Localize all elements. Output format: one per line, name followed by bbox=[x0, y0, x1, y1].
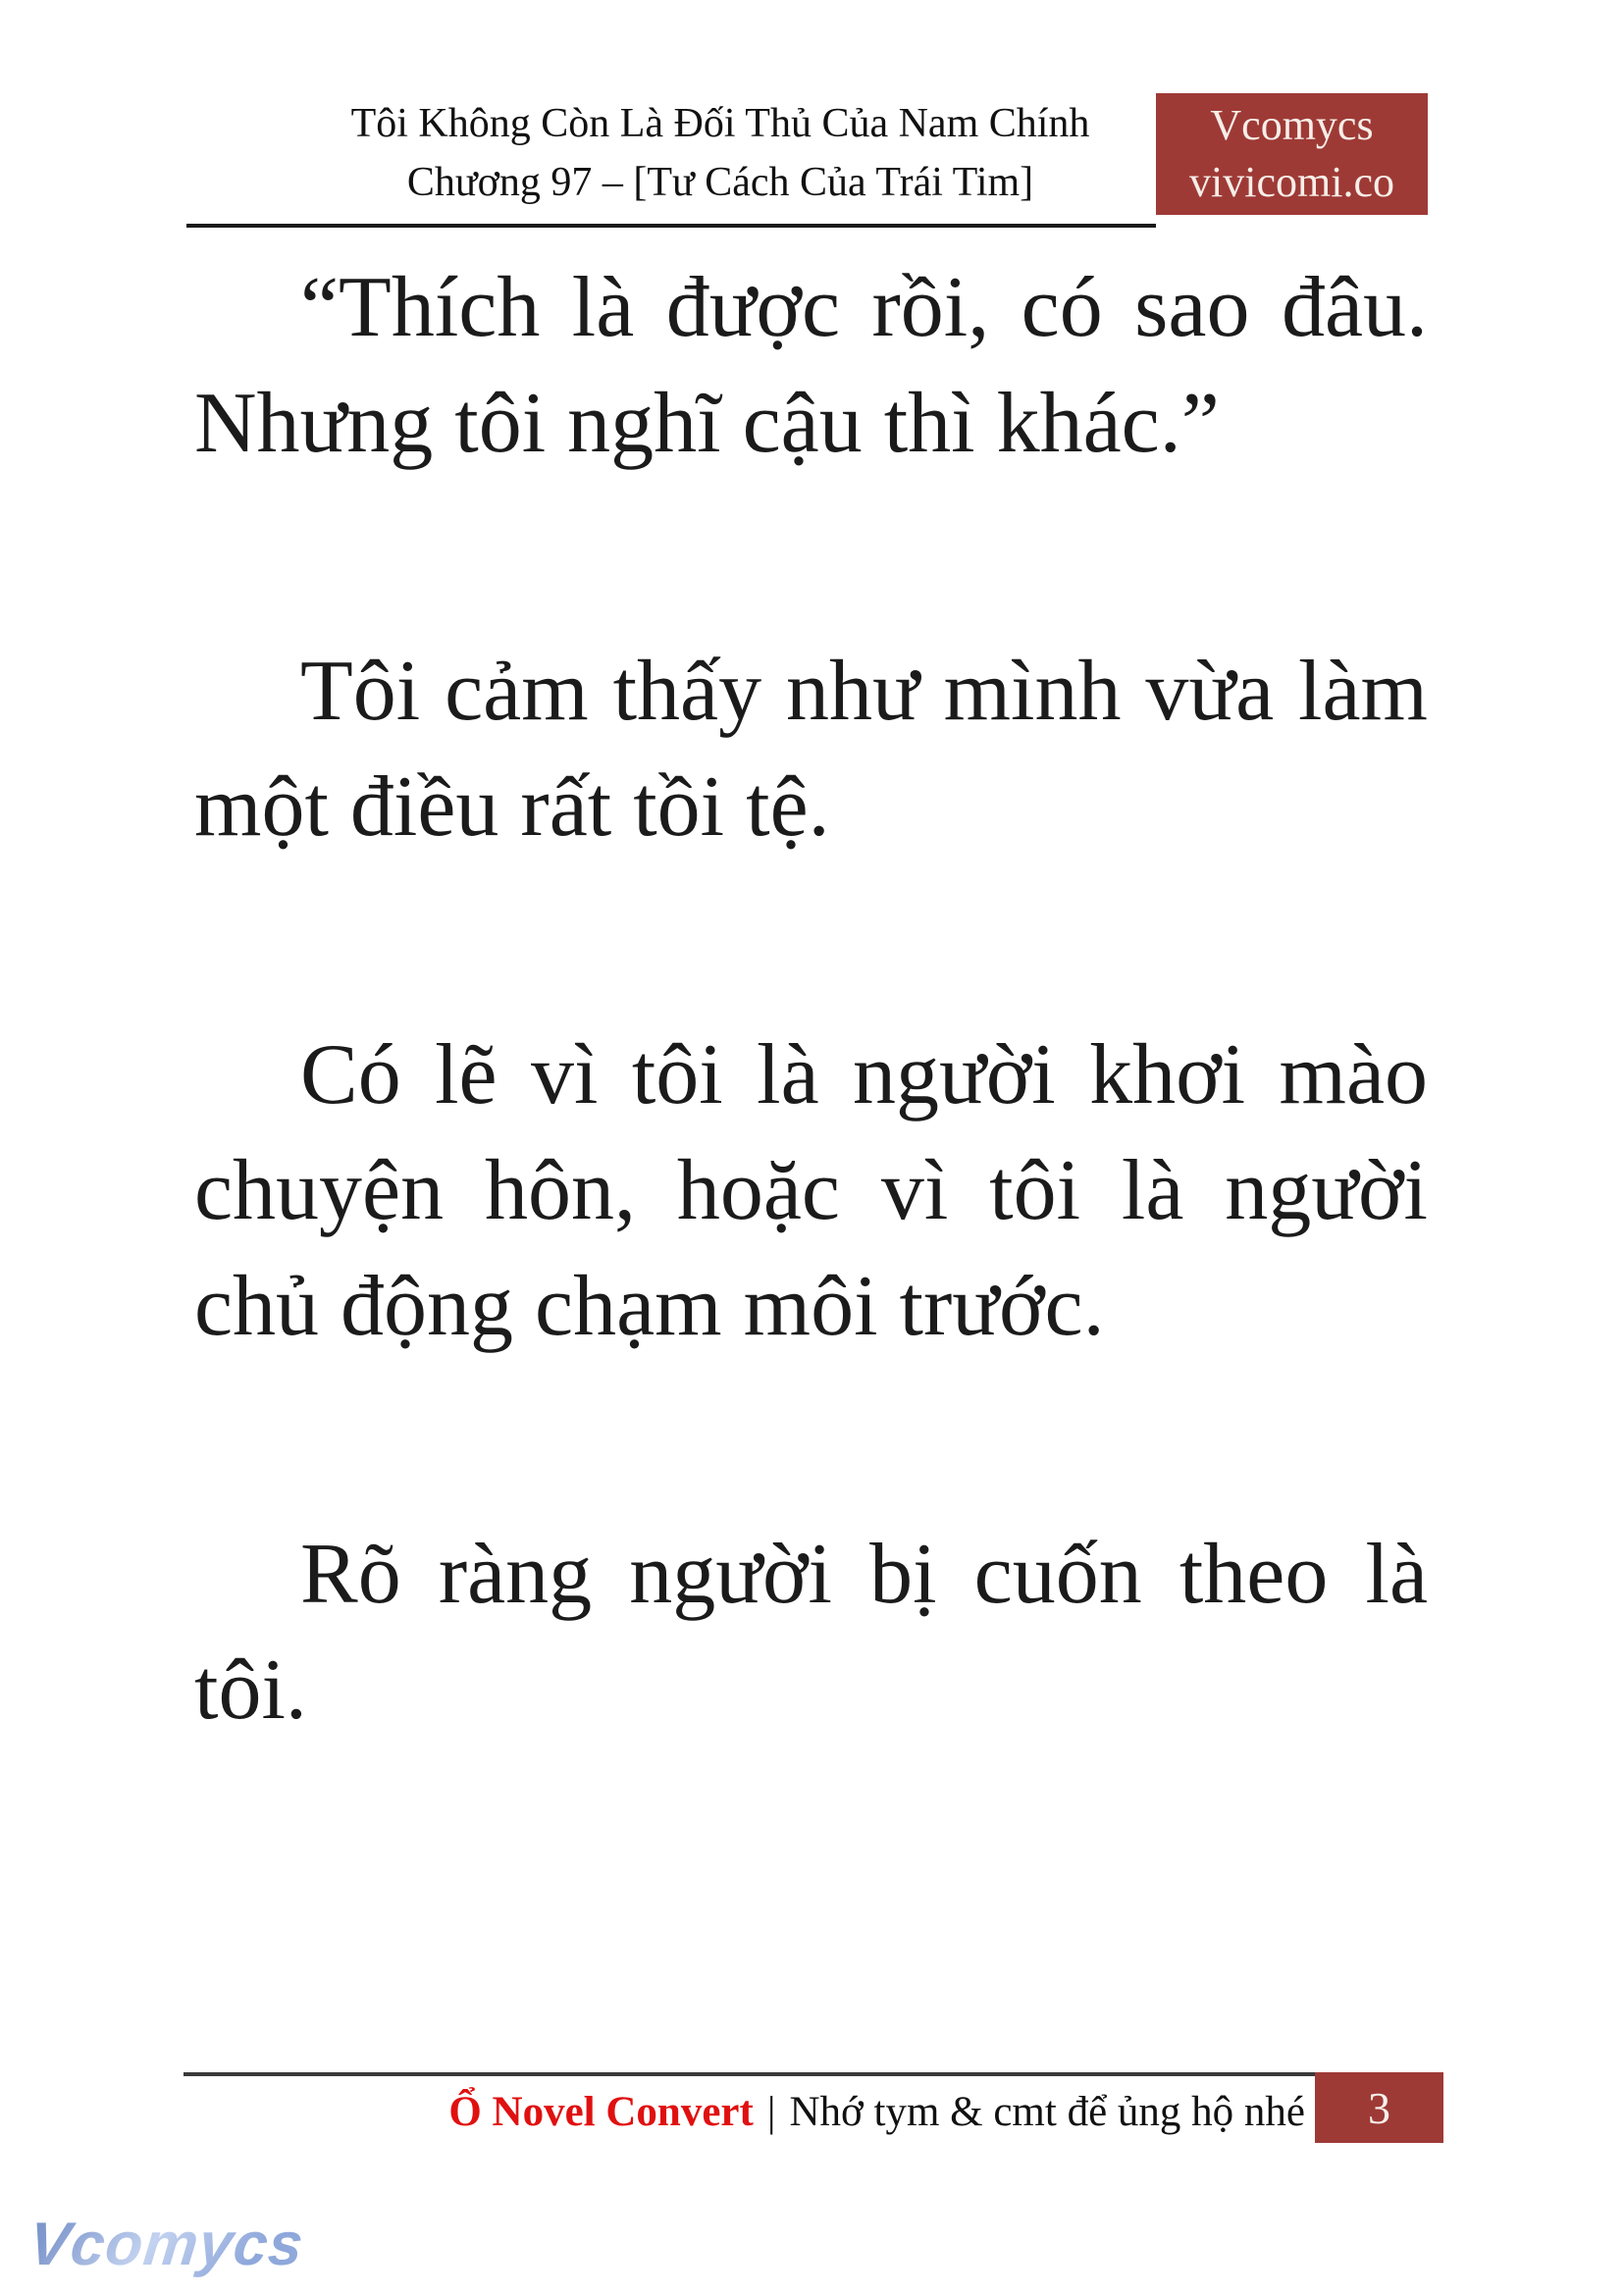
header-series-title: Tôi Không Còn Là Đối Thủ Của Nam Chính bbox=[350, 101, 1090, 146]
footer-group-name: Ổ Novel Convert bbox=[448, 2088, 754, 2135]
brand-site: vivicomi.co bbox=[1189, 158, 1394, 206]
page-number-box bbox=[1315, 2072, 1443, 2143]
footer-separator: | bbox=[766, 2088, 776, 2135]
paragraph: Rõ ràng người bị cuốn theo là tôi. bbox=[194, 1527, 1428, 1738]
brand-box bbox=[1156, 93, 1428, 215]
footer-support-note: Nhớ tym & cmt để ủng hộ nhé bbox=[789, 2088, 1305, 2135]
page-number: 3 bbox=[1368, 2082, 1390, 2133]
paragraph: Có lẽ vì tôi là người khơi mào chuyện hôn, hoặc vì tôi là người chủ động chạm môi trước. bbox=[194, 1027, 1428, 1354]
page-header bbox=[186, 0, 1428, 228]
header-title-block bbox=[186, 0, 1156, 228]
footer-credit-line bbox=[183, 2072, 1315, 2147]
paragraph: Tôi cảm thấy như mình vừa làm một điều rất tồi tệ. bbox=[194, 644, 1428, 855]
body-text bbox=[194, 250, 1428, 1901]
page-footer bbox=[183, 2072, 1443, 2147]
paragraph: “Thích là được rồi, có sao đâu. Nhưng tôi nghĩ cậu thì khác.” bbox=[194, 260, 1428, 471]
brand-name: Vcomycs bbox=[1210, 101, 1374, 149]
header-chapter-title: Chương 97 – [Tư Cách Của Trái Tim] bbox=[406, 160, 1034, 205]
vcomycs-watermark-logo: Vcomycs bbox=[26, 2211, 307, 2278]
